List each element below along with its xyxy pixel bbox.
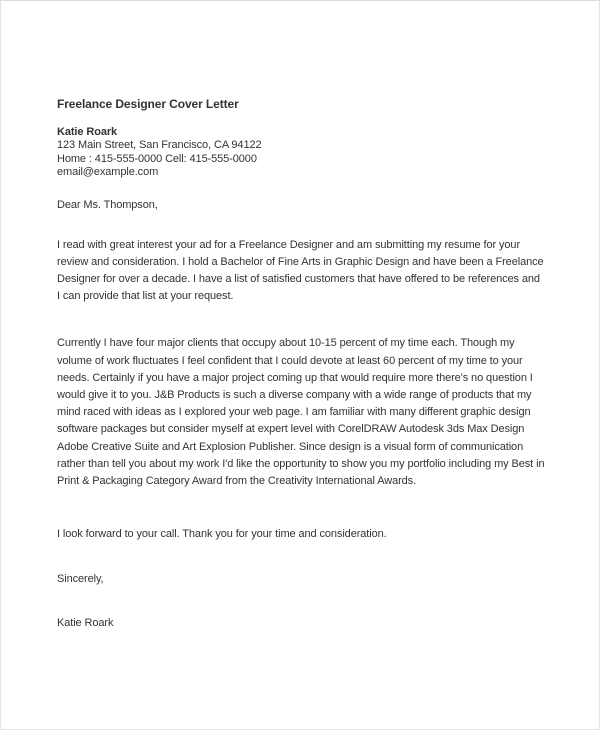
salutation: Dear Ms. Thompson, (57, 198, 158, 211)
body-paragraph: I read with great interest your ad for a Freelance Designer and am submitting my resume for your review and consideration. I hold a Bachelor of Fine Arts in Graphic Design and have been a Freelance Designer for over a decade. I have a list of satisfied customers that have offered to be references and I can provide that list at your request. (57, 238, 544, 303)
body-paragraph: Currently I have four major clients that occupy about 10-15 percent of my time each. Though my volume of work fluctuates I feel confident that I could devote at least 60 percent of my time to your needs. Certainly if you have a major project coming up that would require more there's no question I would give it to you. J&B Products is such a diverse company with a wide range of products that my mind raced with ideas as I explored your web page. I am familiar with many different graphic design software packages but consider myself at expert level with CorelDRAW Autodesk 3ds Max Design Adobe Creative Suite and Art Explosion Publisher. Since design is a visual form of communication rather than tell you about my work I'd like the opportunity to show you my portfolio including my Best in Print & Packaging Category Award from the Creativity International Awards. (57, 337, 545, 488)
closing: Sincerely, (57, 573, 104, 586)
sender-email: email@example.com (57, 166, 159, 179)
body-paragraph: I look forward to your call. Thank you for your time and consideration. (57, 528, 387, 541)
letter-title: Freelance Designer Cover Letter (57, 97, 239, 111)
signature-name: Katie Roark (57, 617, 114, 630)
sender-block (57, 126, 545, 180)
sender-name: Katie Roark (57, 126, 118, 138)
sender-address: 123 Main Street, San Francisco, CA 94122 (57, 139, 262, 152)
sender-phone: Home : 415-555-0000 Cell: 415-555-0000 (57, 152, 257, 165)
letter-content (1, 1, 599, 632)
